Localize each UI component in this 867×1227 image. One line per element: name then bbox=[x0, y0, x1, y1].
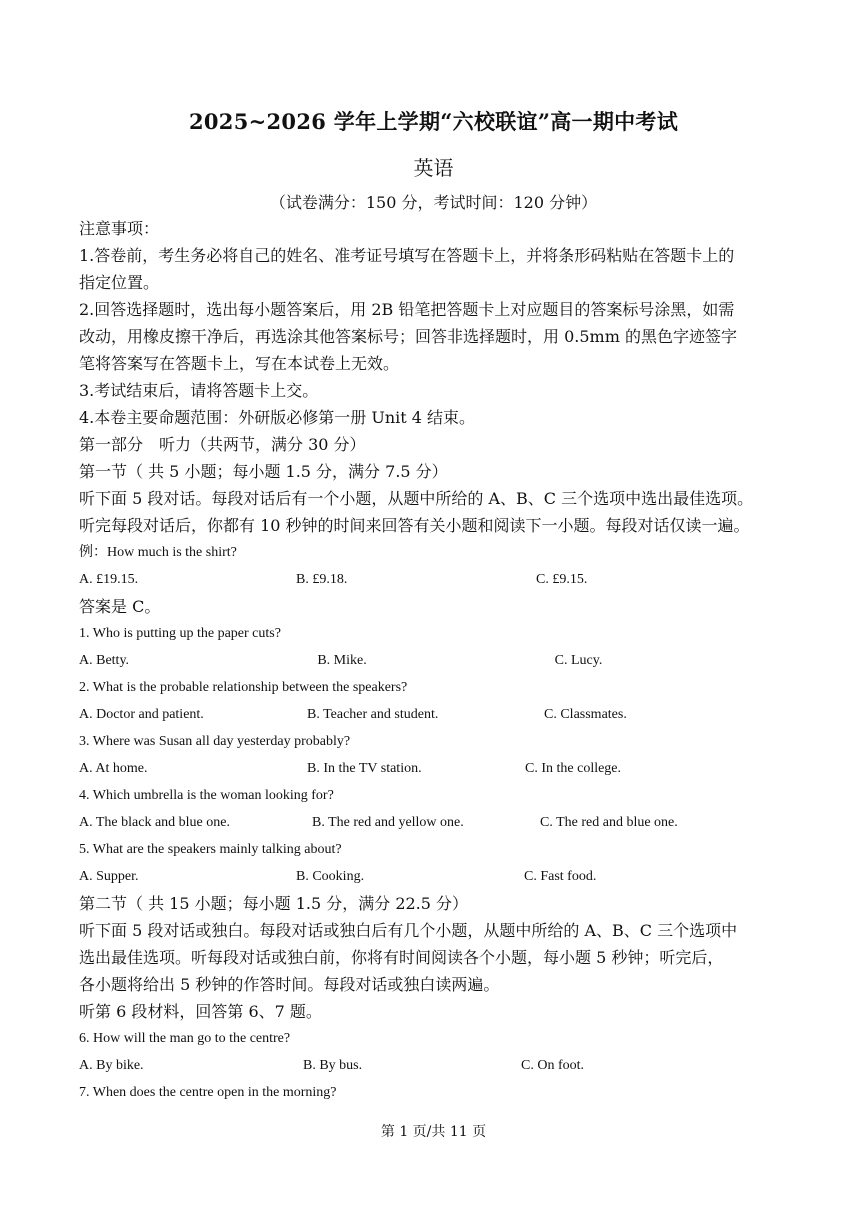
section1-heading: 第一节（ 共 5 小题；每小题 1.5 分，满分 7.5 分） bbox=[79, 462, 448, 481]
option-b: B. £9.18. bbox=[296, 572, 348, 587]
question-2: 2. What is the probable relationship between the speakers? bbox=[79, 680, 408, 695]
option-a: A. £19.15. bbox=[79, 572, 139, 587]
question-1-options bbox=[79, 647, 791, 674]
question-3: 3. Where was Susan all day yesterday probably? bbox=[79, 734, 351, 749]
question-5-options bbox=[79, 863, 791, 890]
material-6-heading: 听第 6 段材料，回答第 6、7 题。 bbox=[79, 1002, 322, 1021]
notice-heading: 注意事项： bbox=[79, 219, 160, 238]
notice-item-3: 3.考试结束后，请将答题卡上交。 bbox=[79, 381, 319, 400]
section2-instr-1: 听下面 5 段对话或独白。每段对话或独白后有几个小题，从题中所给的 A、B、C 三个选项中 bbox=[79, 921, 738, 940]
option-b: B. The red and yellow one. bbox=[312, 815, 464, 830]
exam-subject: 英语 bbox=[413, 156, 454, 180]
question-5: 5. What are the speakers mainly talking about? bbox=[79, 842, 342, 857]
exam-meta: （试卷满分：150 分，考试时间：120 分钟） bbox=[269, 193, 598, 212]
option-b: B. Teacher and student. bbox=[307, 707, 439, 722]
section2-heading: 第二节（ 共 15 小题；每小题 1.5 分，满分 22.5 分） bbox=[79, 894, 469, 913]
exam-body bbox=[79, 215, 791, 1106]
option-c: C. The red and blue one. bbox=[540, 815, 678, 830]
notice-item-1a: 1.答卷前，考生务必将自己的姓名、准考证号填写在答题卡上，并将条形码粘贴在答题卡上的 bbox=[79, 246, 735, 265]
example-question: 例：How much is the shirt? bbox=[79, 545, 237, 560]
option-b: B. Mike. bbox=[317, 653, 367, 668]
option-c: C. On foot. bbox=[521, 1058, 584, 1073]
notice-item-4: 4.本卷主要命题范围：外研版必修第一册 Unit 4 结束。 bbox=[79, 408, 476, 427]
option-a: A. Doctor and patient. bbox=[79, 707, 204, 722]
question-2-options bbox=[79, 701, 791, 728]
section1-instr-2: 听完每段对话后，你都有 10 秒钟的时间来回答有关小题和阅读下一小题。每段对话仅读一遍。 bbox=[79, 516, 750, 535]
option-a: A. Supper. bbox=[79, 869, 139, 884]
section1-instr-1: 听下面 5 段对话。每段对话后有一个小题，从题中所给的 A、B、C 三个选项中选出最佳选项。 bbox=[79, 489, 754, 508]
option-b: B. In the TV station. bbox=[307, 761, 422, 776]
option-c: C. £9.15. bbox=[536, 572, 588, 587]
notice-item-2b: 改动，用橡皮擦干净后，再选涂其他答案标号；回答非选择题时，用 0.5mm 的黑色字迹签字 bbox=[79, 327, 737, 346]
question-4: 4. Which umbrella is the woman looking for? bbox=[79, 788, 334, 803]
option-b: B. Cooking. bbox=[296, 869, 365, 884]
question-6: 6. How will the man go to the centre? bbox=[79, 1031, 291, 1046]
question-4-options bbox=[79, 809, 791, 836]
section2-instr-2: 选出最佳选项。听每段对话或独白前，你将有时间阅读各个小题，每小题 5 秒钟；听完后， bbox=[79, 948, 724, 967]
option-b: B. By bus. bbox=[303, 1058, 363, 1073]
option-c: C. Lucy. bbox=[554, 653, 603, 668]
part1-heading: 第一部分 听力（共两节，满分 30 分） bbox=[79, 435, 366, 454]
option-a: A. By bike. bbox=[79, 1058, 144, 1073]
page-footer: 第 1 页/共 11 页 bbox=[380, 1124, 487, 1140]
notice-item-2c: 笔将答案写在答题卡上，写在本试卷上无效。 bbox=[79, 354, 400, 373]
example-answer: 答案是 C。 bbox=[79, 597, 161, 616]
option-c: C. In the college. bbox=[525, 761, 622, 776]
option-a: A. Betty. bbox=[79, 653, 130, 668]
question-3-options bbox=[79, 755, 791, 782]
question-7: 7. When does the centre open in the morning? bbox=[79, 1085, 337, 1100]
option-a: A. The black and blue one. bbox=[79, 815, 230, 830]
notice-item-1b: 指定位置。 bbox=[79, 273, 160, 292]
question-1: 1. Who is putting up the paper cuts? bbox=[79, 626, 281, 641]
notice-item-2a: 2.回答选择题时，选出每小题答案后，用 2B 铅笔把答题卡上对应题目的答案标号涂黑，如需 bbox=[79, 300, 735, 319]
option-c: C. Classmates. bbox=[544, 707, 627, 722]
section2-instr-3: 各小题将给出 5 秒钟的作答时间。每段对话或独白读两遍。 bbox=[79, 975, 500, 994]
question-6-options bbox=[79, 1052, 791, 1079]
exam-title: 2025~2026 学年上学期“六校联谊”高一期中考试 bbox=[188, 109, 679, 134]
option-a: A. At home. bbox=[79, 761, 148, 776]
example-options bbox=[79, 566, 791, 593]
option-c: C. Fast food. bbox=[524, 869, 597, 884]
